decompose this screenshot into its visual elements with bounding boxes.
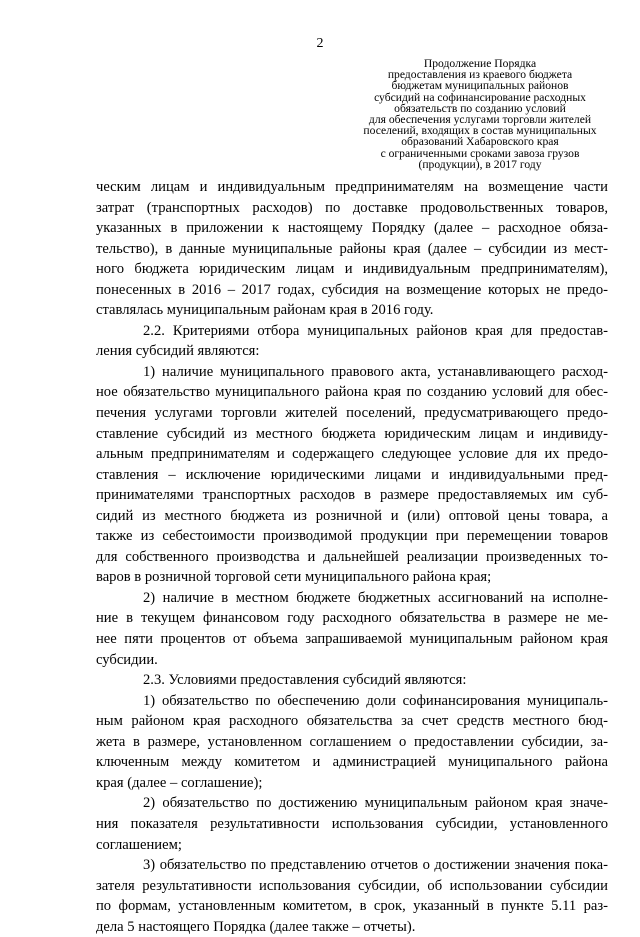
text-line: края (далее – соглашение); bbox=[96, 774, 263, 791]
text-line: ставления – исключение юридическими лицами и индивидуальными пред- bbox=[96, 466, 608, 483]
text-line: 1) обязательство по обеспечению доли софинансирования муниципаль- bbox=[143, 692, 608, 709]
text-line: тельство), в данные муниципальные районы края (далее – субсидии из мест- bbox=[96, 240, 608, 257]
text-line: сидий из местного бюджета из розничной и (или) оптовой цены товара, а bbox=[96, 507, 608, 524]
header-line: обязательств по созданию условий bbox=[394, 101, 566, 115]
text-line: 2) обязательство по достижению муниципальным районом края значе- bbox=[143, 795, 608, 812]
text-line: ставление субсидий из местного бюджета юридическим лицам и индивиду- bbox=[96, 425, 608, 442]
paragraph bbox=[96, 855, 608, 937]
text-line: ным районом края расходного обязательства за счет средств местного бюд- bbox=[96, 713, 608, 730]
text-line: по формам, установленным комитетом, в срок, указанный в пункте 5.11 раз- bbox=[96, 898, 608, 915]
paragraph bbox=[96, 588, 608, 670]
text-line: соглашением; bbox=[96, 836, 182, 853]
paragraph bbox=[96, 793, 608, 855]
paragraph bbox=[96, 321, 608, 362]
text-line: альным предпринимателям и содержащего следующее условие для их предо- bbox=[96, 446, 608, 463]
text-line: субсидии. bbox=[96, 651, 158, 668]
text-line: ного бюджета юридическим лицам и индивидуальным предпринимателям), bbox=[96, 261, 608, 278]
text-line: ческим лицам и индивидуальным предпринимателям на возмещение части bbox=[96, 179, 608, 195]
paragraph bbox=[96, 362, 608, 588]
text-line: 2) наличие в местном бюджете бюджетных ассигнований на исполне- bbox=[143, 589, 608, 606]
header-line: предоставления из краевого бюджета bbox=[387, 68, 573, 82]
text-line: варов в розничной торговой сети муниципального района края; bbox=[96, 569, 492, 586]
text-line: нее пяти процентов от объема запрашиваемой муниципальным районом края bbox=[96, 631, 608, 648]
text-line: ставлялась муниципальным районам края в 2016 году. bbox=[96, 302, 434, 319]
text-line: указанных в приложении к настоящему Порядку (далее – расходное обяза- bbox=[96, 220, 608, 237]
text-line: затрат (транспортных расходов) по доставке продовольственных товаров, bbox=[96, 199, 608, 216]
header-line: субсидий на софинансирование расходных bbox=[374, 90, 586, 104]
text-line: принимателями транспортных расходов в размере предоставляемых им суб- bbox=[96, 487, 608, 504]
text-line: печения услугами торговли жителей поселений, предусматривающего предо- bbox=[96, 405, 608, 422]
header-line: с ограниченными сроками завоза грузов bbox=[380, 146, 580, 160]
text-line: 1) наличие муниципального правового акта, устанавливающего расход- bbox=[143, 363, 608, 380]
text-line: понесенных в 2016 – 2017 годах, субсидия на возмещение которых не предо- bbox=[96, 281, 608, 298]
text-line: ное обязательство муниципального района края по созданию условий для обес- bbox=[96, 384, 608, 401]
header-line: для обеспечения услугами торговли жителей bbox=[368, 113, 592, 127]
header-line: (продукции), в 2017 году bbox=[418, 157, 542, 171]
text-line: жета в размере, установленном соглашением о предоставлении субсидии, за- bbox=[96, 733, 608, 750]
text-line: 2.2. Критериями отбора муниципальных районов края для предостав- bbox=[143, 322, 608, 339]
text-line: ния показателя результативности использования субсидии, установленного bbox=[96, 815, 608, 832]
paragraph bbox=[96, 691, 608, 794]
document-body bbox=[96, 177, 608, 937]
text-line: 3) обязательство по представлению отчетов о достижении значения пока- bbox=[143, 857, 608, 874]
header-line: образований Хабаровского края bbox=[401, 135, 559, 149]
text-line: для собственного производства и дальнейшей реализации произведенных то- bbox=[96, 548, 608, 565]
header-line: Продолжение Порядка bbox=[423, 57, 537, 70]
header-line: поселений, входящих в состав муниципальных bbox=[363, 124, 597, 138]
text-line: ления субсидий являются: bbox=[96, 343, 260, 360]
page-number: 2 bbox=[316, 36, 324, 51]
text-line: зателя результативности использования субсидии, об использовании субсидии bbox=[96, 877, 608, 894]
header-line: бюджетам муниципальных районов bbox=[391, 79, 569, 93]
text-line: дела 5 настоящего Порядка (далее также – отчеты). bbox=[96, 918, 416, 935]
paragraph bbox=[96, 670, 608, 691]
text-line: ключенным между комитетом и администрацией муниципального района bbox=[96, 754, 608, 771]
continuation-header bbox=[345, 58, 615, 170]
text-line: ние в текущем финансовом году расходного обязательства в размере не ме- bbox=[96, 610, 608, 627]
paragraph bbox=[96, 177, 608, 321]
text-line: также из себестоимости производимой продукции при перемещении товаров bbox=[96, 528, 608, 545]
text-line: 2.3. Условиями предоставления субсидий являются: bbox=[143, 672, 467, 689]
